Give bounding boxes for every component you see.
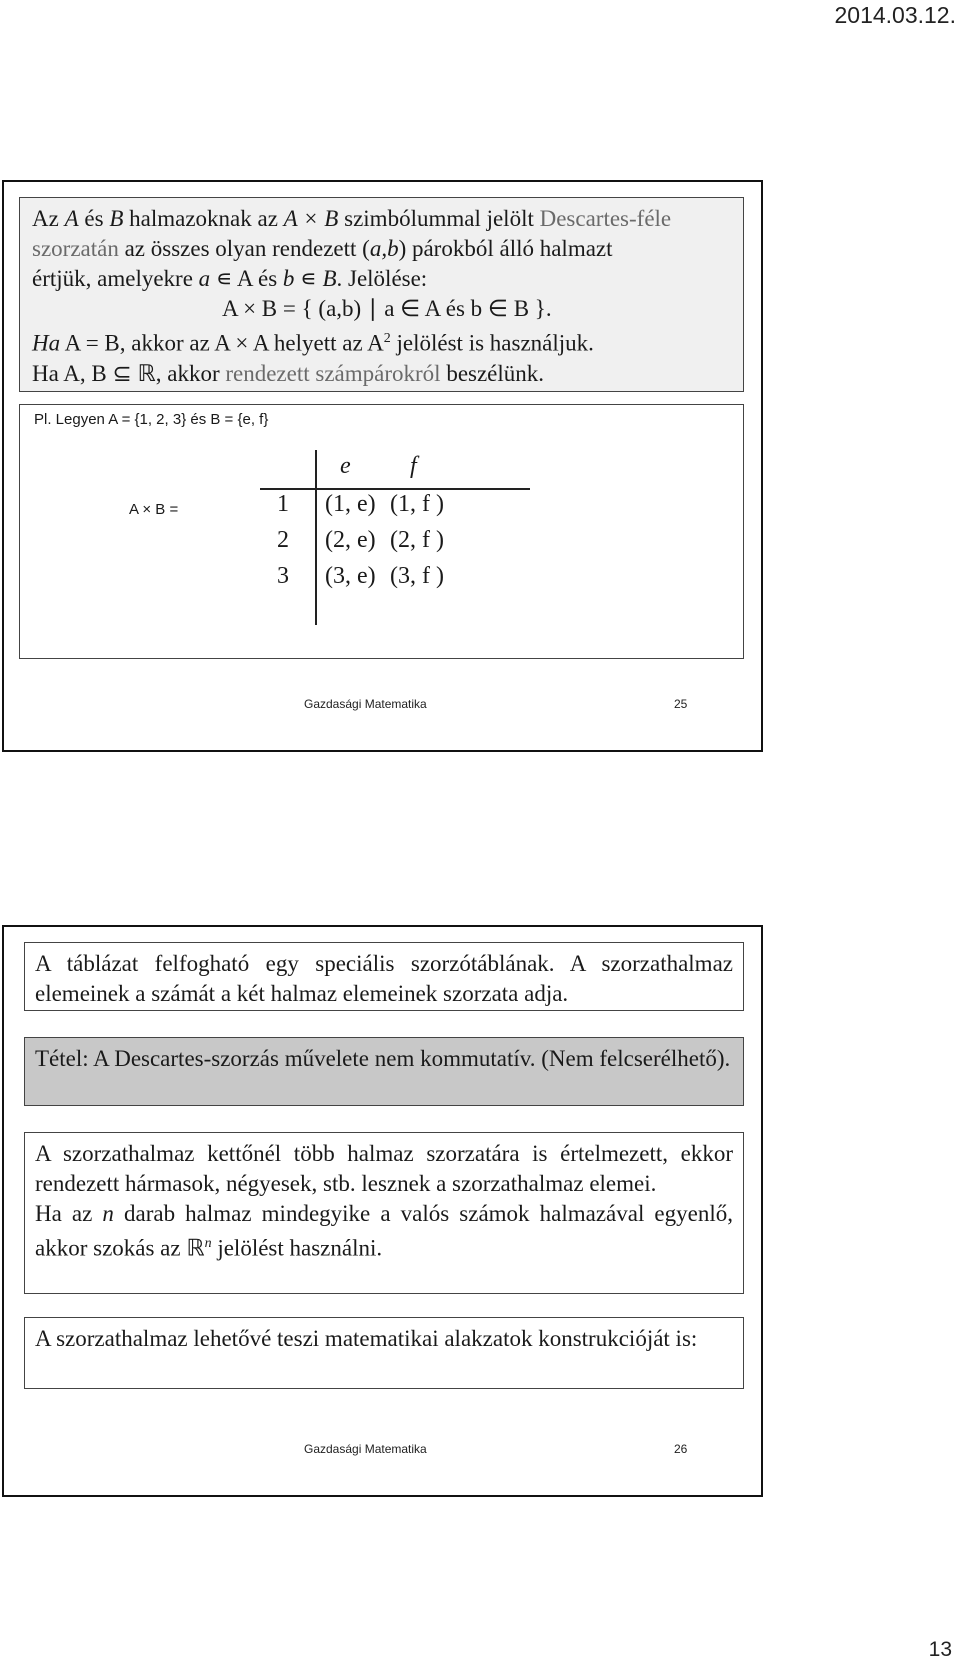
definition-line-2: szorzatán az összes olyan rendezett (a,b) párokból álló halmazt — [32, 236, 613, 261]
definition-line-3: értjük, amelyekre a ∊ A és b ∊ B. Jelölése: — [32, 266, 428, 291]
table-vertical-rule — [315, 450, 317, 625]
definition-line-6: Ha A, B ⊆ ℝ, akkor rendezett számpárokról beszélünk. — [32, 360, 545, 386]
rn-paragraph: Ha az n darab halmaz mindegyike a valós számok halmazával egyenlő, akkor szokás az ℝ$^n$ jelölést használni. — [35, 1201, 733, 1261]
header-date: 2014.03.12. — [834, 2, 956, 28]
example-box — [19, 404, 744, 659]
definition-notation: A × B = { (a,b) ∣ a ∈ A és b ∈ B }. — [222, 296, 552, 321]
page-number: 13 — [928, 1638, 952, 1661]
construction-box: A szorzathalmaz lehetővé teszi matematikai alakzatok konstrukcióját is: — [24, 1317, 744, 1389]
table-col-header-f: f — [410, 453, 417, 479]
multiplication-table-note: A táblázat felfogható egy speciális szorzótáblának. A szorzathalmaz elemeinek a számát a két halmaz elemeinek szorzata adja. — [24, 942, 744, 1011]
slide-footer-title: Gazdasági Matematika — [304, 1442, 427, 1456]
table-cell-2-f: (2, f ) — [390, 527, 444, 553]
table-row-header-1: 1 — [277, 491, 289, 517]
definition-line-5: Ha A = B, akkor az A × A helyett az $A^2$ jelölést is használjuk. — [32, 330, 594, 356]
table-horizontal-rule — [260, 488, 530, 490]
definition-line-1: Az A és B halmazoknak az A × B szimbólummal jelölt Descartes-féle — [32, 206, 672, 231]
slide-footer-title: Gazdasági Matematika — [304, 697, 427, 711]
table-col-header-e: e — [340, 453, 351, 479]
table-cell-2-e: (2, e) — [325, 527, 376, 553]
table-cell-3-e: (3, e) — [325, 563, 376, 589]
slide-25 — [2, 180, 763, 752]
table-row-header-2: 2 — [277, 527, 289, 553]
table-cell-3-f: (3, f ) — [390, 563, 444, 589]
slide-footer-number: 26 — [674, 1442, 688, 1456]
product-label: A × B = — [129, 501, 179, 518]
slide-26 — [2, 925, 763, 1497]
table-cell-1-e: (1, e) — [325, 491, 376, 517]
n-ary-paragraph: A szorzathalmaz kettőnél több halmaz szorzatára is értelmezett, ekkor rendezett hármasok, négyesek, stb. lesznek a szorzathalmaz elemei. — [35, 1141, 733, 1196]
example-label: Pl. Legyen A = {1, 2, 3} és B = {e, f} — [34, 411, 269, 428]
n-ary-product-box — [24, 1132, 744, 1294]
definition-box — [19, 197, 744, 392]
slide-footer-number: 25 — [674, 697, 688, 711]
table-cell-1-f: (1, f ) — [390, 491, 444, 517]
theorem-box: Tétel: A Descartes-szorzás művelete nem kommutatív. (Nem felcserélhető). — [24, 1037, 744, 1106]
table-row-header-3: 3 — [277, 563, 289, 589]
